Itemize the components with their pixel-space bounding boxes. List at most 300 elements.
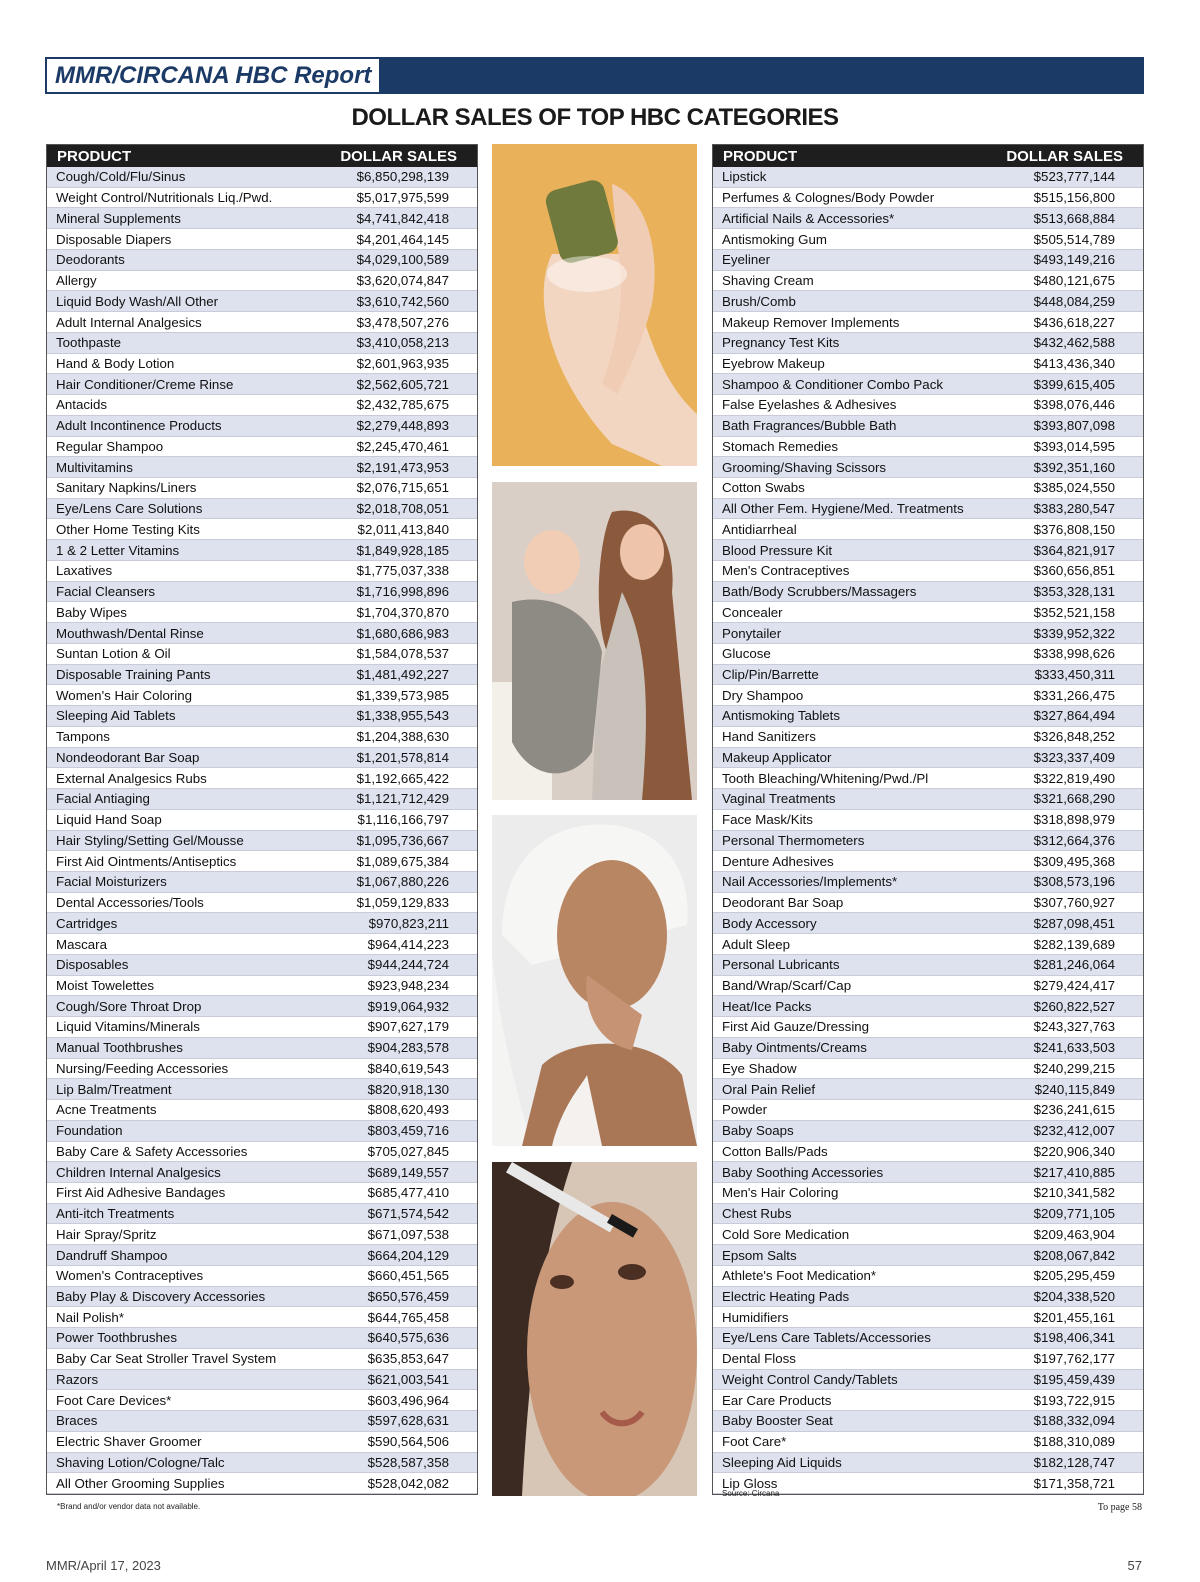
product-name: Disposable Diapers bbox=[56, 231, 172, 247]
table-row bbox=[47, 1266, 477, 1287]
product-name: Baby Care & Safety Accessories bbox=[56, 1143, 248, 1159]
product-name: Baby Soaps bbox=[722, 1123, 794, 1139]
dollar-sales-value: $205,295,459 bbox=[1033, 1268, 1115, 1284]
dollar-sales-value: $528,042,082 bbox=[367, 1475, 449, 1491]
dollar-sales-value: $907,627,179 bbox=[367, 1019, 449, 1035]
product-name: Liquid Hand Soap bbox=[56, 812, 162, 828]
continued-note: To page 58 bbox=[1097, 1502, 1142, 1513]
table-row bbox=[47, 1162, 477, 1183]
product-name: Baby Soothing Accessories bbox=[722, 1164, 884, 1180]
product-name: Powder bbox=[722, 1102, 768, 1118]
product-column-header: PRODUCT bbox=[57, 147, 132, 165]
product-name: Suntan Lotion & Oil bbox=[56, 646, 171, 662]
table-row bbox=[713, 665, 1143, 686]
table-row bbox=[47, 1287, 477, 1308]
table-row bbox=[47, 457, 477, 478]
dollar-sales-value: $4,201,464,145 bbox=[356, 231, 449, 247]
product-name: Eye/Lens Care Solutions bbox=[56, 501, 203, 517]
dollar-sales-value: $4,741,842,418 bbox=[356, 210, 449, 226]
table-header bbox=[713, 145, 1143, 167]
product-name: Liquid Body Wash/All Other bbox=[56, 293, 219, 309]
product-name: Dandruff Shampoo bbox=[56, 1247, 168, 1263]
product-name: Adult Internal Analgesics bbox=[56, 314, 202, 330]
dollar-sales-value: $243,327,763 bbox=[1033, 1019, 1115, 1035]
dollar-sales-value: $208,067,842 bbox=[1033, 1247, 1115, 1263]
product-name: Perfumes & Colognes/Body Powder bbox=[722, 190, 935, 206]
dollar-sales-value: $1,095,736,667 bbox=[356, 832, 449, 848]
table-row bbox=[47, 1204, 477, 1225]
dollar-sales-value: $327,864,494 bbox=[1033, 708, 1115, 724]
product-name: Manual Toothbrushes bbox=[56, 1040, 183, 1056]
product-name: Cough/Sore Throat Drop bbox=[56, 998, 202, 1014]
table-row bbox=[713, 1100, 1143, 1121]
dollar-sales-value: $650,576,459 bbox=[367, 1289, 449, 1305]
table-row bbox=[713, 499, 1143, 520]
product-name: Eye Shadow bbox=[722, 1060, 797, 1076]
product-name: Facial Moisturizers bbox=[56, 874, 167, 890]
table-row bbox=[47, 271, 477, 292]
dollar-sales-value: $232,412,007 bbox=[1033, 1123, 1115, 1139]
left-table-body bbox=[47, 167, 477, 1494]
table-row bbox=[713, 1266, 1143, 1287]
product-name: Nondeodorant Bar Soap bbox=[56, 749, 200, 765]
product-name: Women's Contraceptives bbox=[56, 1268, 204, 1284]
product-name: Baby Play & Discovery Accessories bbox=[56, 1289, 266, 1305]
product-name: Deodorants bbox=[56, 252, 125, 268]
product-name: Oral Pain Relief bbox=[722, 1081, 816, 1097]
table-row bbox=[713, 1411, 1143, 1432]
product-name: Antismoking Gum bbox=[722, 231, 827, 247]
product-name: Multivitamins bbox=[56, 459, 133, 475]
product-name: Eyebrow Makeup bbox=[722, 355, 825, 371]
table-row bbox=[47, 955, 477, 976]
table-row bbox=[713, 1370, 1143, 1391]
table-row bbox=[47, 540, 477, 561]
table-row bbox=[47, 1432, 477, 1453]
product-name: Sanitary Napkins/Liners bbox=[56, 480, 197, 496]
product-name: Humidifiers bbox=[722, 1309, 789, 1325]
product-name: Makeup Remover Implements bbox=[722, 314, 900, 330]
dollar-sales-value: $1,204,388,630 bbox=[356, 729, 449, 745]
dollar-sales-value: $385,024,550 bbox=[1033, 480, 1115, 496]
product-name: Denture Adhesives bbox=[722, 853, 834, 869]
dollar-sales-value: $236,241,615 bbox=[1033, 1102, 1115, 1118]
table-row bbox=[713, 374, 1143, 395]
table-row bbox=[713, 1204, 1143, 1225]
table-row bbox=[713, 312, 1143, 333]
dollar-sales-value: $635,853,647 bbox=[367, 1351, 449, 1367]
table-row bbox=[713, 1224, 1143, 1245]
dollar-sales-value: $1,089,675,384 bbox=[356, 853, 449, 869]
table-row bbox=[47, 416, 477, 437]
dollar-sales-value: $2,191,473,953 bbox=[356, 459, 449, 475]
table-row bbox=[47, 976, 477, 997]
dollar-sales-value: $3,620,074,847 bbox=[356, 273, 449, 289]
dollar-sales-value: $326,848,252 bbox=[1033, 729, 1115, 745]
table-row bbox=[47, 1121, 477, 1142]
product-name: Hair Conditioner/Creme Rinse bbox=[56, 376, 234, 392]
product-name: Personal Thermometers bbox=[722, 832, 865, 848]
table-row bbox=[47, 1038, 477, 1059]
table-row bbox=[47, 893, 477, 914]
product-name: First Aid Ointments/Antiseptics bbox=[56, 853, 237, 869]
product-name: Sleeping Aid Liquids bbox=[722, 1454, 842, 1470]
dollar-sales-value: $2,279,448,893 bbox=[356, 418, 449, 434]
dollar-sales-value: $312,664,376 bbox=[1033, 832, 1115, 848]
product-name: Cold Sore Medication bbox=[722, 1226, 850, 1242]
right-sales-table bbox=[712, 144, 1144, 1495]
table-row bbox=[713, 540, 1143, 561]
product-name: Weight Control/Nutritionals Liq./Pwd. bbox=[56, 190, 273, 206]
product-name: Clip/Pin/Barrette bbox=[722, 666, 819, 682]
product-name: Grooming/Shaving Scissors bbox=[722, 459, 887, 475]
product-name: Antidiarrheal bbox=[722, 521, 797, 537]
product-name: Blood Pressure Kit bbox=[722, 542, 833, 558]
dollar-sales-value: $3,410,058,213 bbox=[356, 335, 449, 351]
dollar-sales-value: $621,003,541 bbox=[367, 1371, 449, 1387]
table-row bbox=[47, 685, 477, 706]
table-row bbox=[47, 1059, 477, 1080]
dollar-sales-value: $1,584,078,537 bbox=[356, 646, 449, 662]
product-name: Pregnancy Test Kits bbox=[722, 335, 840, 351]
table-row bbox=[47, 1370, 477, 1391]
product-name: Mineral Supplements bbox=[56, 210, 181, 226]
product-name: Athlete's Foot Medication* bbox=[722, 1268, 877, 1284]
table-row bbox=[713, 872, 1143, 893]
product-name: Disposable Training Pants bbox=[56, 666, 211, 682]
table-row bbox=[713, 1162, 1143, 1183]
product-name: Toothpaste bbox=[56, 335, 122, 351]
product-name: Ponytailer bbox=[722, 625, 782, 641]
product-name: False Eyelashes & Adhesives bbox=[722, 397, 897, 413]
product-name: Shaving Lotion/Cologne/Talc bbox=[56, 1454, 225, 1470]
product-name: Nail Accessories/Implements* bbox=[722, 874, 898, 890]
table-row bbox=[713, 188, 1143, 209]
dollar-sales-value: $1,338,955,543 bbox=[356, 708, 449, 724]
product-name: Liquid Vitamins/Minerals bbox=[56, 1019, 200, 1035]
product-name: Antacids bbox=[56, 397, 107, 413]
table-row bbox=[713, 291, 1143, 312]
dollar-sales-value: $322,819,490 bbox=[1033, 770, 1115, 786]
dollar-sales-value: $241,633,503 bbox=[1033, 1040, 1115, 1056]
dollar-sales-value: $515,156,800 bbox=[1033, 190, 1115, 206]
product-name: Allergy bbox=[56, 273, 97, 289]
product-name: Facial Antiaging bbox=[56, 791, 150, 807]
dollar-sales-value: $944,244,724 bbox=[367, 957, 449, 973]
dollar-sales-value: $209,771,105 bbox=[1033, 1206, 1115, 1222]
report-header-label: MMR/CIRCANA HBC Report bbox=[45, 57, 381, 94]
table-row bbox=[713, 602, 1143, 623]
dollar-sales-value: $970,823,211 bbox=[368, 915, 449, 931]
dollar-sales-value: $644,765,458 bbox=[367, 1309, 449, 1325]
product-name: Cartridges bbox=[56, 915, 118, 931]
dollar-sales-value: $279,424,417 bbox=[1033, 978, 1115, 993]
table-row bbox=[713, 623, 1143, 644]
dollar-sales-value: $597,628,631 bbox=[367, 1413, 449, 1429]
product-name: Mascara bbox=[56, 936, 107, 952]
table-row bbox=[713, 1038, 1143, 1059]
table-row bbox=[713, 1245, 1143, 1266]
table-row bbox=[713, 519, 1143, 540]
mother-baby-toothbrush-photo bbox=[492, 482, 697, 800]
dollar-sales-value: $188,310,089 bbox=[1033, 1434, 1115, 1450]
dollar-sales-value: $188,332,094 bbox=[1033, 1413, 1115, 1429]
dollar-sales-value: $505,514,789 bbox=[1033, 231, 1115, 247]
dollar-sales-value: $6,850,298,139 bbox=[356, 169, 449, 185]
product-name: First Aid Adhesive Bandages bbox=[56, 1185, 226, 1201]
dollar-sales-value: $480,121,675 bbox=[1033, 273, 1115, 289]
product-name: Brush/Comb bbox=[722, 293, 796, 309]
dollar-sales-value: $919,064,932 bbox=[367, 998, 449, 1014]
product-name: Adult Sleep bbox=[722, 936, 791, 952]
dollar-sales-value: $282,139,689 bbox=[1033, 936, 1115, 952]
dollar-sales-value: $603,496,964 bbox=[367, 1392, 449, 1408]
table-row bbox=[47, 1224, 477, 1245]
product-name: Chest Rubs bbox=[722, 1206, 792, 1222]
product-name: Hand Sanitizers bbox=[722, 729, 816, 745]
dollar-sales-value: $260,822,527 bbox=[1033, 998, 1115, 1014]
table-row bbox=[713, 996, 1143, 1017]
table-row bbox=[713, 167, 1143, 188]
dollar-sales-value: $3,610,742,560 bbox=[356, 293, 449, 309]
table-row bbox=[47, 623, 477, 644]
product-name: Dental Accessories/Tools bbox=[56, 895, 204, 911]
product-name: Regular Shampoo bbox=[56, 438, 164, 454]
dollar-sales-value: $210,341,582 bbox=[1033, 1185, 1115, 1201]
product-name: Lip Balm/Treatment bbox=[56, 1081, 172, 1097]
table-row bbox=[713, 395, 1143, 416]
dollar-sales-value: $364,821,917 bbox=[1033, 542, 1115, 558]
dollar-sales-value: $197,762,177 bbox=[1033, 1351, 1115, 1367]
table-row bbox=[713, 831, 1143, 852]
dollar-sales-value: $413,436,340 bbox=[1033, 355, 1115, 371]
table-row bbox=[713, 229, 1143, 250]
dollar-sales-value: $2,245,470,461 bbox=[356, 438, 449, 454]
table-row bbox=[47, 1473, 477, 1494]
table-header bbox=[47, 145, 477, 167]
product-name: 1 & 2 Letter Vitamins bbox=[56, 542, 180, 558]
table-row bbox=[713, 1453, 1143, 1474]
dollar-sales-value: $2,432,785,675 bbox=[356, 397, 449, 413]
product-name: Lip Gloss bbox=[722, 1475, 778, 1491]
product-name: Heat/Ice Packs bbox=[722, 998, 812, 1014]
table-row bbox=[713, 934, 1143, 955]
dollar-sales-value: $398,076,446 bbox=[1033, 397, 1115, 413]
dollar-sales-value: $308,573,196 bbox=[1033, 874, 1115, 890]
dollar-sales-value: $5,017,975,599 bbox=[356, 190, 449, 206]
dollar-sales-value: $432,462,588 bbox=[1033, 335, 1115, 351]
product-name: Band/Wrap/Scarf/Cap bbox=[722, 978, 852, 993]
dollar-sales-value: $1,201,578,814 bbox=[356, 749, 449, 765]
product-name: Dry Shampoo bbox=[722, 687, 804, 703]
product-name: Hair Spray/Spritz bbox=[56, 1226, 157, 1242]
table-row bbox=[47, 1411, 477, 1432]
table-row bbox=[47, 333, 477, 354]
table-row bbox=[713, 1349, 1143, 1370]
dollar-sales-value: $808,620,493 bbox=[367, 1102, 449, 1118]
product-name: Makeup Applicator bbox=[722, 749, 832, 765]
dollar-sales-value: $201,455,161 bbox=[1033, 1309, 1115, 1325]
product-name: Antismoking Tablets bbox=[722, 708, 841, 724]
product-name: Baby Car Seat Stroller Travel System bbox=[56, 1351, 277, 1367]
table-row bbox=[47, 1328, 477, 1349]
dollar-sales-value: $240,299,215 bbox=[1033, 1060, 1115, 1076]
dollar-sales-value: $220,906,340 bbox=[1033, 1143, 1115, 1159]
product-name: Personal Lubricants bbox=[722, 957, 840, 973]
product-name: Foot Care* bbox=[722, 1434, 787, 1450]
product-name: Hair Styling/Setting Gel/Mousse bbox=[56, 832, 244, 848]
product-name: Foot Care Devices* bbox=[56, 1392, 172, 1408]
page-number: 57 bbox=[1127, 1558, 1142, 1573]
dollar-sales-value: $820,918,130 bbox=[367, 1081, 449, 1097]
table-row bbox=[713, 1121, 1143, 1142]
table-row bbox=[713, 561, 1143, 582]
dollar-sales-value: $2,076,715,651 bbox=[356, 480, 449, 496]
table-row bbox=[713, 271, 1143, 292]
table-row bbox=[47, 312, 477, 333]
product-name: Shaving Cream bbox=[722, 273, 814, 289]
table-row bbox=[47, 644, 477, 665]
source-note: Source: Circana bbox=[722, 1489, 780, 1498]
dollar-sales-value: $964,414,223 bbox=[367, 936, 449, 952]
sales-column-header: DOLLAR SALES bbox=[1006, 147, 1123, 165]
dollar-sales-value: $352,521,158 bbox=[1033, 604, 1115, 620]
dollar-sales-value: $1,116,166,797 bbox=[357, 812, 449, 828]
dollar-sales-value: $493,149,216 bbox=[1033, 252, 1115, 268]
table-row bbox=[713, 354, 1143, 375]
dollar-sales-value: $1,339,573,985 bbox=[356, 687, 449, 703]
product-name: Baby Booster Seat bbox=[722, 1413, 833, 1429]
table-row bbox=[713, 1287, 1143, 1308]
table-row bbox=[47, 1453, 477, 1474]
dollar-sales-value: $198,406,341 bbox=[1033, 1330, 1115, 1346]
dollar-sales-value: $803,459,716 bbox=[367, 1123, 449, 1139]
dollar-sales-value: $353,328,131 bbox=[1033, 584, 1115, 600]
dollar-sales-value: $393,014,595 bbox=[1033, 438, 1115, 454]
dollar-sales-value: $705,027,845 bbox=[367, 1143, 449, 1159]
table-row bbox=[713, 955, 1143, 976]
table-row bbox=[47, 519, 477, 540]
product-name: Baby Ointments/Creams bbox=[722, 1040, 867, 1056]
table-row bbox=[47, 665, 477, 686]
table-row bbox=[713, 1059, 1143, 1080]
dollar-sales-value: $1,121,712,429 bbox=[356, 791, 449, 807]
table-row bbox=[47, 996, 477, 1017]
table-row bbox=[713, 250, 1143, 271]
dollar-sales-value: $2,011,413,840 bbox=[357, 521, 449, 537]
table-row bbox=[47, 1390, 477, 1411]
dollar-sales-value: $376,808,150 bbox=[1033, 521, 1115, 537]
page-title: DOLLAR SALES OF TOP HBC CATEGORIES bbox=[351, 104, 839, 131]
table-row bbox=[47, 250, 477, 271]
dollar-sales-value: $323,337,409 bbox=[1033, 749, 1115, 765]
dollar-sales-value: $671,574,542 bbox=[367, 1206, 449, 1222]
right-table-body bbox=[713, 167, 1143, 1494]
dollar-sales-value: $360,656,851 bbox=[1033, 563, 1115, 579]
dollar-sales-value: $840,619,543 bbox=[367, 1060, 449, 1076]
product-name: Artificial Nails & Accessories* bbox=[722, 210, 895, 226]
table-row bbox=[713, 976, 1143, 997]
table-row bbox=[713, 1183, 1143, 1204]
dollar-sales-value: $195,459,439 bbox=[1033, 1371, 1115, 1387]
dollar-sales-value: $339,952,322 bbox=[1033, 625, 1115, 641]
table-row bbox=[47, 188, 477, 209]
dollar-sales-value: $1,849,928,185 bbox=[356, 542, 449, 558]
product-name: Facial Cleansers bbox=[56, 584, 156, 600]
dollar-sales-value: $399,615,405 bbox=[1033, 376, 1115, 392]
woman-face-wash-photo bbox=[492, 815, 697, 1146]
table-row bbox=[713, 582, 1143, 603]
product-name: Sleeping Aid Tablets bbox=[56, 708, 176, 724]
dollar-sales-value: $590,564,506 bbox=[367, 1434, 449, 1450]
product-name: Nursing/Feeding Accessories bbox=[56, 1060, 229, 1076]
product-name: Face Mask/Kits bbox=[722, 812, 813, 828]
dollar-sales-value: $209,463,904 bbox=[1033, 1226, 1115, 1242]
product-name: Eyeliner bbox=[722, 252, 771, 268]
product-name: Eye/Lens Care Tablets/Accessories bbox=[722, 1330, 931, 1346]
dollar-sales-value: $204,338,520 bbox=[1033, 1289, 1115, 1305]
product-name: Anti-itch Treatments bbox=[56, 1206, 175, 1222]
dollar-sales-value: $660,451,565 bbox=[367, 1268, 449, 1284]
product-name: Electric Heating Pads bbox=[722, 1289, 850, 1305]
product-name: Cough/Cold/Flu/Sinus bbox=[56, 169, 186, 185]
dollar-sales-value: $392,351,160 bbox=[1033, 459, 1115, 475]
product-name: Men's Hair Coloring bbox=[722, 1185, 839, 1201]
dollar-sales-value: $331,266,475 bbox=[1033, 687, 1115, 703]
table-row bbox=[713, 810, 1143, 831]
table-row bbox=[713, 913, 1143, 934]
dollar-sales-value: $383,280,547 bbox=[1033, 501, 1115, 517]
product-name: Moist Towelettes bbox=[56, 978, 155, 993]
product-name: Ear Care Products bbox=[722, 1392, 832, 1408]
dollar-sales-value: $318,898,979 bbox=[1033, 812, 1115, 828]
dollar-sales-value: $309,495,368 bbox=[1033, 853, 1115, 869]
product-name: Concealer bbox=[722, 604, 783, 620]
product-name: Braces bbox=[56, 1413, 98, 1429]
table-row bbox=[713, 478, 1143, 499]
dollar-sales-value: $307,760,927 bbox=[1033, 895, 1115, 911]
table-row bbox=[47, 499, 477, 520]
table-row bbox=[713, 851, 1143, 872]
dollar-sales-value: $1,067,880,226 bbox=[356, 874, 449, 890]
table-row bbox=[713, 1328, 1143, 1349]
dollar-sales-value: $321,668,290 bbox=[1033, 791, 1115, 807]
mascara-application-photo bbox=[492, 1162, 697, 1496]
table-row bbox=[47, 478, 477, 499]
product-name: Laxatives bbox=[56, 563, 113, 579]
product-name: Foundation bbox=[56, 1123, 123, 1139]
table-row bbox=[713, 1307, 1143, 1328]
product-name: Other Home Testing Kits bbox=[56, 521, 200, 537]
dollar-sales-value: $448,084,259 bbox=[1033, 293, 1115, 309]
dollar-sales-value: $1,192,665,422 bbox=[356, 770, 449, 786]
table-row bbox=[47, 437, 477, 458]
product-name: Dental Floss bbox=[722, 1351, 796, 1367]
table-row bbox=[713, 437, 1143, 458]
dollar-sales-value: $4,029,100,589 bbox=[356, 252, 449, 268]
table-row bbox=[47, 374, 477, 395]
product-name: Weight Control Candy/Tablets bbox=[722, 1371, 898, 1387]
product-name: Tampons bbox=[56, 729, 110, 745]
dollar-sales-value: $689,149,557 bbox=[367, 1164, 449, 1180]
table-row bbox=[47, 727, 477, 748]
product-name: Body Accessory bbox=[722, 915, 817, 931]
product-name: Nail Polish* bbox=[56, 1309, 124, 1325]
dollar-sales-value: $393,807,098 bbox=[1033, 418, 1115, 434]
table-row bbox=[713, 1390, 1143, 1411]
product-name: Acne Treatments bbox=[56, 1102, 157, 1118]
table-row bbox=[47, 1100, 477, 1121]
